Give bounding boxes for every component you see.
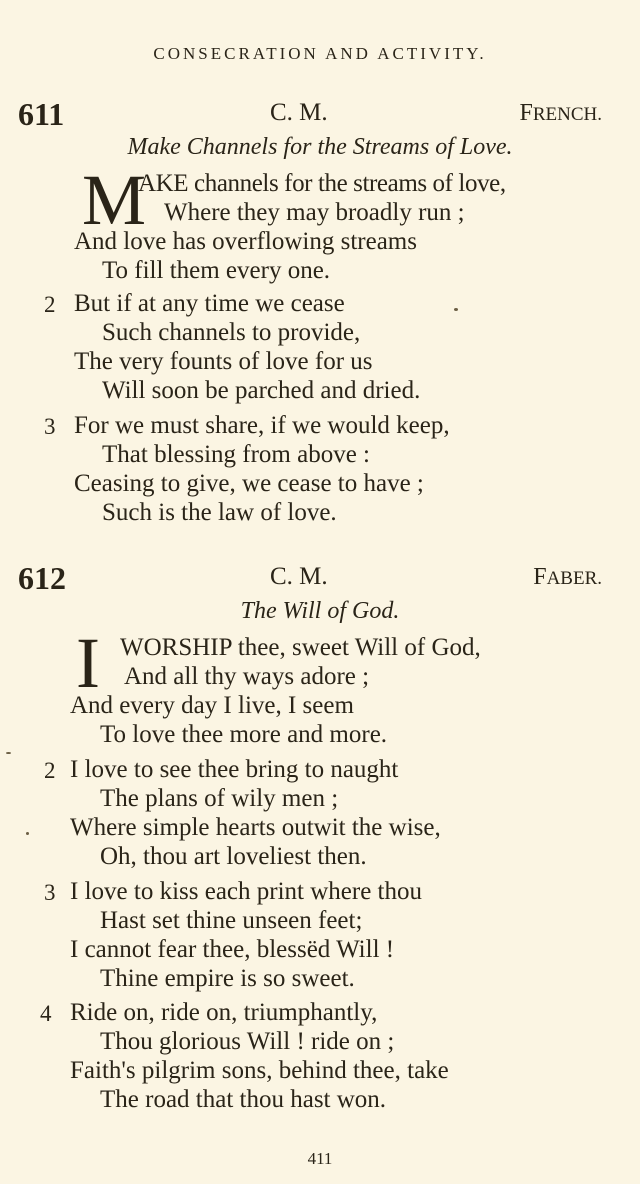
hymn-meter: C. M. xyxy=(270,563,328,590)
drop-cap: I xyxy=(76,623,100,703)
verse-line: Oh, thou art loveliest then. xyxy=(100,843,367,870)
tune-initial: F xyxy=(533,564,547,590)
drop-cap: M xyxy=(82,160,147,240)
verse-line: Thou glorious Will ! ride on ; xyxy=(100,1028,395,1055)
verse-number: 3 xyxy=(44,414,56,439)
verse-line: The very founts of love for us xyxy=(74,348,373,375)
verse-line: And all thy ways adore ; xyxy=(124,663,370,690)
tune-rest: RENCH. xyxy=(532,104,602,125)
verse-number: 2 xyxy=(44,292,56,317)
verse-line: Where they may broadly run ; xyxy=(164,199,465,226)
tune-rest: ABER. xyxy=(546,568,602,589)
verse-line: AKE channels for the streams of love, xyxy=(138,170,506,197)
tune-initial: F xyxy=(519,100,533,126)
verse-line: WORSHIP thee, sweet Will of God, xyxy=(120,634,481,661)
verse-line: To love thee more and more. xyxy=(100,721,388,748)
hymn-number: 611 xyxy=(18,96,65,132)
page-number: 411 xyxy=(307,1149,333,1168)
page-header: CONSECRATION AND ACTIVITY. xyxy=(153,44,487,63)
hymn-title: The Will of God. xyxy=(240,598,400,624)
verse-line: Where simple hearts outwit the wise, xyxy=(70,814,441,841)
hymn-tune xyxy=(533,564,602,591)
verse-line: For we must share, if we would keep, xyxy=(74,412,450,439)
hymn-tune xyxy=(519,100,602,127)
hymn-number: 612 xyxy=(18,560,66,596)
verse-line: Hast set thine unseen feet; xyxy=(100,907,363,934)
verse-line: Faith's pilgrim sons, behind thee, take xyxy=(70,1057,449,1084)
verse-line: Thine empire is so sweet. xyxy=(100,965,355,992)
hymn-title: Make Channels for the Streams of Love. xyxy=(127,134,513,160)
verse-line: Such is the law of love. xyxy=(102,499,337,526)
ink-speck xyxy=(6,752,11,754)
verse-line: The plans of wily men ; xyxy=(100,785,339,812)
ink-speck xyxy=(454,308,458,311)
verse-line: I love to see thee bring to naught xyxy=(70,756,399,783)
verse-line: But if at any time we cease xyxy=(74,290,345,317)
verse-line: Ride on, ride on, triumphantly, xyxy=(70,999,378,1026)
verse-line: And love has overflowing streams xyxy=(74,228,417,255)
verse-number: 4 xyxy=(40,1001,52,1026)
ink-speck xyxy=(26,832,29,835)
verse-line: The road that thou hast won. xyxy=(100,1086,387,1113)
verse-line: I love to kiss each print where thou xyxy=(70,878,422,905)
verse-number: 3 xyxy=(44,880,56,905)
verse-line: Will soon be parched and dried. xyxy=(102,377,421,404)
verse-line: And every day I live, I seem xyxy=(70,692,354,719)
verse-line: Such channels to provide, xyxy=(102,319,361,346)
verse-number: 2 xyxy=(44,758,56,783)
hymn-meter: C. M. xyxy=(270,99,328,126)
verse-line: That blessing from above : xyxy=(102,441,370,468)
verse-line: To fill them every one. xyxy=(102,257,331,284)
verse-line: Ceasing to give, we cease to have ; xyxy=(74,470,424,497)
verse-line: I cannot fear thee, blessëd Will ! xyxy=(70,936,395,963)
